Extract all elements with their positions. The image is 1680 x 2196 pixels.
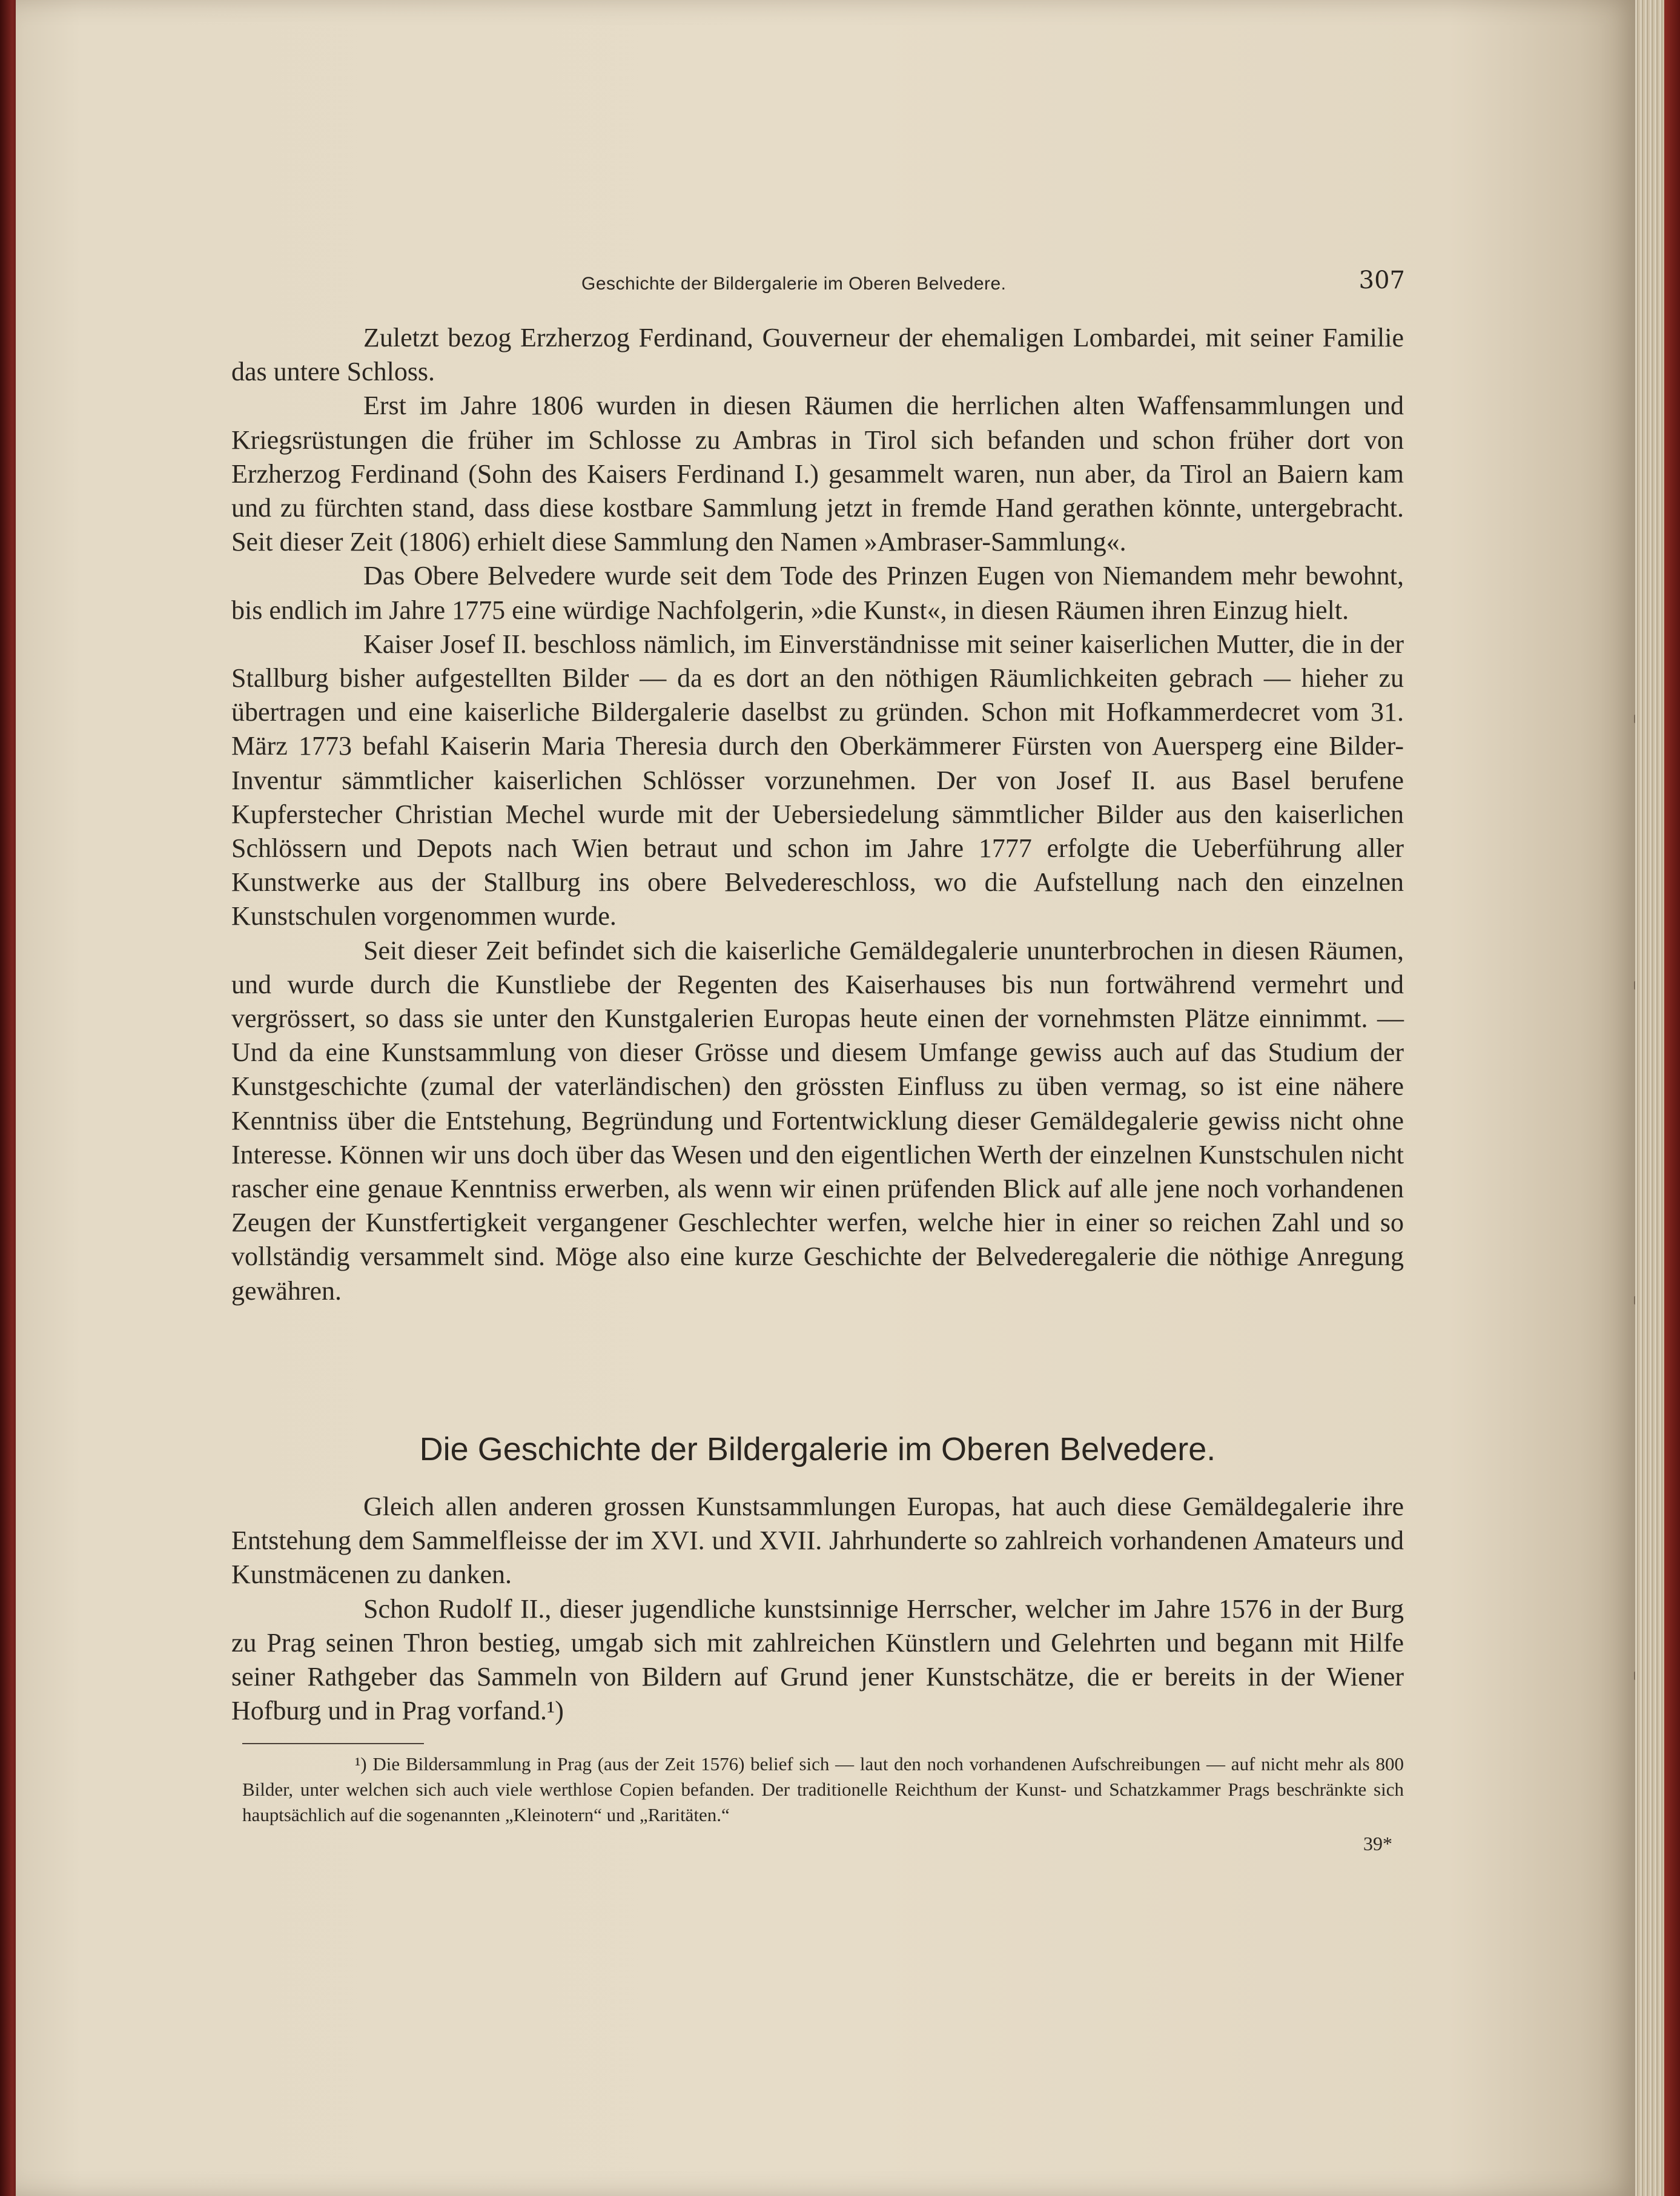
section-heading: Die Geschichte der Bildergalerie im Oberen Belvedere.	[419, 1431, 1216, 1467]
paragraph: Gleich allen anderen grossen Kunstsammlungen Europas, hat auch diese Gemäldegalerie ihre Entstehung dem Sammelfleisse der im XVI. und XVII. Jahrhunderte so zahlreich vorhandenen Amateurs und Kunstmäcenen zu danken.	[231, 1492, 1404, 1590]
signature-mark: 39*	[1363, 1833, 1392, 1854]
running-title: Geschichte der Bildergalerie im Oberen Belvedere.	[581, 274, 1007, 294]
paragraph: Kaiser Josef II. beschloss nämlich, im Einverständnisse mit seiner kaiserlichen Mutter, die in der Stallburg bisher aufgestellten Bilder — da es dort an den nöthigen Räumlichkeiten gebrach — hieher zu übertragen und eine kaiserliche Bildergalerie daselbst zu gründen. Schon mit Hofkammerdecret vom 31. März 1773 befahl Kaiserin Maria Theresia durch den Oberkämmerer Fürsten von Auersperg eine Bilder-Inventur sämmtlicher kaiserlichen Schlösser vorzunehmen. Der von Josef II. aus Basel berufene Kupferstecher Christian Mechel wurde mit der Uebersiedelung sämmtlicher Bilder aus den kaiserlichen Schlössern und Depots nach Wien betraut und schon im Jahre 1777 erfolgte die Ueberführung aller Kunstwerke aus der Stallburg ins obere Belvedereschloss, wo die Aufstellung nach den einzelnen Kunstschulen vorgenommen wurde.	[231, 629, 1404, 931]
paragraph: Seit dieser Zeit befindet sich die kaiserliche Gemäldegalerie ununterbrochen in diesen Räumen, und wurde durch die Kunstliebe der Regenten des Kaiserhauses bis nun fortwährend vermehrt und vergrössert, so dass sie unter den Kunstgalerien Europas heute einen der vornehmsten Plätze einnimmt. — Und da eine Kunstsammlung von dieser Grösse und diesem Umfange gewiss auch auf das Studium der Kunstgeschichte (zumal der vaterländischen) den grössten Einfluss zu üben vermag, so ist eine nähere Kenntniss über die Entstehung, Begründung und Fortentwicklung dieser Gemäldegalerie gewiss nicht ohne Interesse. Können wir uns doch über das Wesen und den eigentlichen Werth der einzelnen Kunstschulen nicht rascher eine genaue Kenntniss erwerben, als wenn wir einen prüfenden Blick auf alle jene noch vorhandenen Zeugen der Kunstfertigkeit vergangener Geschlechter werfen, welche hier in einer so reichen Zahl und so vollständig versammelt sind. Möge also eine kurze Geschichte der Belvederegalerie die nöthige Anregung gewähren.	[231, 935, 1404, 1306]
paragraph: Schon Rudolf II., dieser jugendliche kunstsinnige Herrscher, welcher im Jahre 1576 in der Burg zu Prag seinen Thron bestieg, umgab sich mit zahlreichen Künstlern und Gelehrten und begann mit Hilfe seiner Rathgeber das Sammeln von Bildern auf Grund jener Kunstschätze, die er bereits in der Wiener Hofburg und in Prag vorfand.¹)	[231, 1593, 1404, 1726]
book-binding-right	[1664, 0, 1680, 2196]
page-header	[230, 266, 1405, 303]
body-text	[231, 321, 1404, 1308]
paragraph: Zuletzt bezog Erzherzog Ferdinand, Gouverneur der ehemaligen Lombardei, mit seiner Familie das untere Schloss.	[231, 323, 1404, 387]
section-body	[231, 1490, 1404, 1728]
footnote-text: ¹) Die Bildersammlung in Prag (aus der Zeit 1576) belief sich — laut den noch vorhandenen Aufschreibungen — auf nicht mehr als 800 Bilder, unter welchen sich auch viele werthlose Copien befanden. Der traditionelle Reichthum der Kunst- und Schatzkammer Prags beschränkte sich hauptsächlich auf die sogenannten „Kleinotern“ und „Raritäten.“	[242, 1753, 1404, 1825]
footnote	[242, 1751, 1404, 1828]
footnote-divider	[242, 1743, 424, 1744]
page-number: 307	[1358, 266, 1405, 294]
paragraph: Erst im Jahre 1806 wurden in diesen Räumen die herrlichen alten Waffensammlungen und Kriegsrüstungen die früher im Schlosse zu Ambras in Tirol sich befanden und schon früher dort von Erzherzog Ferdinand (Sohn des Kaisers Ferdinand I.) gesammelt waren, nun aber, da Tirol an Baiern kam und zu fürchten stand, dass diese kostbare Sammlung jetzt in fremde Hand gerathen könnte, untergebracht. Seit dieser Zeit (1806) erhielt diese Sammlung den Namen »Ambraser-Sammlung«.	[231, 391, 1404, 557]
paragraph: Das Obere Belvedere wurde seit dem Tode des Prinzen Eugen von Niemandem mehr bewohnt, bis endlich im Jahre 1775 eine würdige Nachfolgerin, »die Kunst«, in diesen Räumen ihren Einzug hielt.	[231, 561, 1404, 625]
